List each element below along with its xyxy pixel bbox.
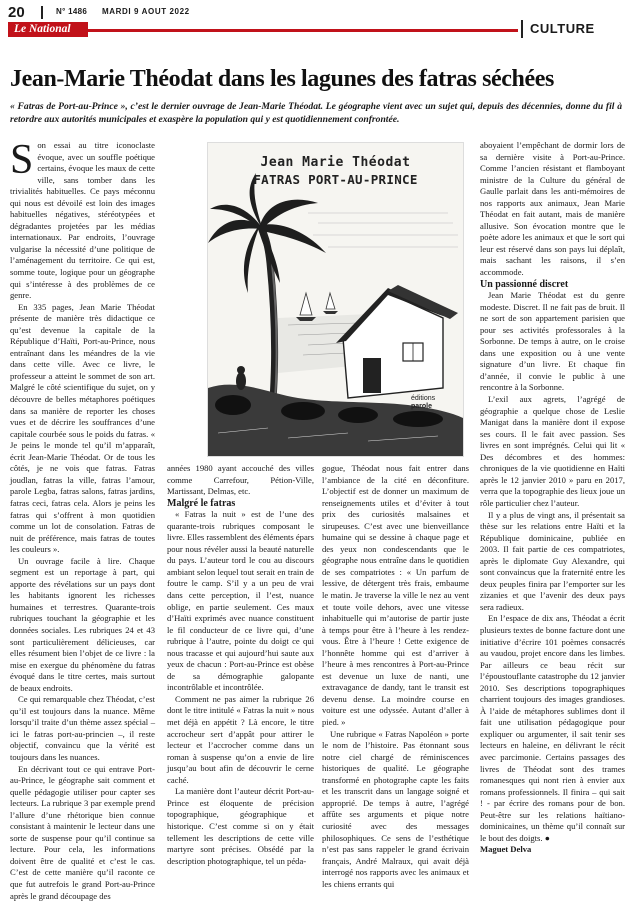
- subheading: Malgré le fatras: [167, 497, 236, 509]
- paragraph: En 335 pages, Jean Marie Théodat présente de manière très didactique ce qu’est devenue la capitale de la République d’Haïti, Port-au-Prince, nous entraînant dans les méandres de la vie dans cette ville. Avec ce livre, le professeur a atteint le sommet de son art. Malgré le côté scientifique du sujet, on y découvre de belles métaphores poétiques dans sa manière de reporter les choses vues et de décrire les souffrances d’une capitale courbée sous le poids du fatras. « Je peins le monde tel qu’il m’apparaît, écrit Jean-Marie Théodat. Or de tous les côtés, je ne vois que fatras. Fatras joudlan, fatras la ville, fatras l’amour, parole Legba, fatras salons, fatras jardins, fatras ceci, fatras cela. Alors je peins les fatras qui s’offrent à mon quotidien comme un lot de consolation. Fatras de nuit de préférence, mais fatras de toutes les couleurs ».: [10, 301, 155, 555]
- paragraph: Une rubrique « Fatras Napoléon » porte le nom de l’histoire. Pas étonnant sous notre ciel chargé de réminiscences historiques de qualité. Le géographe transformé en photographe capte les faits et les transcrit dans un langage soigné et approprié. De temps à autre, l’agrégé affûte ses arguments et pique notre curiosité avec des messages philosophiques. Ce sens de l’esthétique n’est pas sans rappeler le grand écrivain français, André Malraux, qui avait déjà interrogé nos rapports avec les animaux et les chiens errants qui: [322, 728, 469, 889]
- paragraph: L’exil aux agrets, l’agrégé de géographie a quelque chose de Leslie Manigat dans la manière dont il expose ses cours. Il le fait avec passion. Ses livres en sont imprégnés. Celui qui lit « Des décombres et des hommes: chroniques de la vie quotidienne en Haïti après le 12 janvier 2010 » paru en 2017, verra que la topographie des lieux joue un rôle particulier chez l’auteur.: [480, 394, 625, 508]
- paragraph: En décrivant tout ce qui entrave Port-au-Prince, le géographe sait comment et quelle pédagogie utiliser pour capter ses lecteurs. La rubrique 3 par exemple prend l’allure d’une rhétorique bien connue consistant à maintenir le lecteur dans une sorte de suspense pour qu’il continue sa lecture. Pour cela, les informations doivent être de qualité et c’est le cas. C’est de cette manière qu’il raconte ce que fut autrefois le grand Port-au-Prince après le grand découpage des: [10, 763, 155, 901]
- publisher-line-1: éditions: [411, 395, 436, 402]
- paragraph: Un ouvrage facile à lire. Chaque segment est un reportage à part, qui apporte des révélations sur un pays dont les habitants ignorent les richesses humaines et terrestres. Quarante-trois rubriques touchant la géographie et les données sociales. Les rubriques 24 et 43 sont particulièrement délicieuses, car elles résument bien l’objet de ce livre : la mise en exergue du phénomène du fatras évoqué dans le titre certes, mais surtout de beaux endroits.: [10, 555, 155, 693]
- column-4: [480, 140, 625, 856]
- brand-logo: Le National: [8, 22, 88, 37]
- book-publisher: [411, 395, 451, 411]
- paragraph: Son essai au titre iconoclaste évoque, avec un souffle poétique certains, évoque les maux de cette ville, sans tomber dans les trivialités habituelles. Ce pays méconnu qui nous est dévoilé est loin des images habituelles négatives, stéréotypées et dégradantes projetées par les médias internationaux. Par endroits, l’ouvrage vulgarise la nécessité d’une politique de l’aménagement du territoire. Ce qui est, somme toute, logique pour un géographe qui s’intéresse à des problèmes de ce genre.: [10, 137, 155, 301]
- book-author: Jean Marie Théodat: [260, 155, 411, 170]
- article-headline: Jean-Marie Théodat dans les lagunes des fatras séchées: [10, 66, 554, 92]
- author-signature: Maguet Delva: [480, 844, 532, 855]
- article-lead: « Fatras de Port-au-Prince », c’est le dernier ouvrage de Jean-Marie Théodat. Le géographe vient avec un sujet qui, depuis des décennies, donne du fil à retordre aux autorités municipales et exaspère la population qui y est quotidiennement confrontée.: [10, 101, 622, 125]
- paragraph: gogue, Théodat nous fait entrer dans l’ambiance de la cité en déconfiture. L’objectif est de donner un maximum de renseignements utiles et d’éviter à tout prix des curiosités malsaines et sirupeuses. C’est avec une bienveillance humaine qui se dessine à chaque page et des yeux non condescendants que le géographe nous entraîne dans le quotidien de ses compatriotes : « Un parfum de lessive, de détergent très frais, embaume le matin. Je traverse la ville le nez au vent et toute voile dehors, avec une vitesse inhabituelle qui m’autorise de partir juste à temps pour être à l’heure à les rendez-vous. Être à l’heure ! Cette exigence de l’honnête homme qui est d’arriver à l’heure à mes rencontres à Port-au-Prince est devenue un luxe de nanti, une extravagance de dandy, tant le transit est devenu dense. La moindre course en voiture est une odyssée. Autant d’aller à pied. »: [322, 463, 469, 728]
- drop-cap: S: [10, 137, 34, 183]
- paragraph: aboyaient l’empêchant de dormir lors de sa dernière visite à Port-au-Prince. Comme l’ancien résistant et flamboyant ministre de la Culture du général de Gaulle parlait dans les anti-mémoires de nos rapports aux animaux, Jean Marie Théodat en fait autant, mais de manière allusive. Son évocation montre que le poète adore les animaux et que le sort qui leur est réservé dans son pays lui déplaît, mais sachant les raisons, il s’en accommode.: [480, 140, 625, 278]
- column-2: [167, 463, 314, 867]
- header-divider: [41, 6, 43, 19]
- column-1: [10, 137, 155, 902]
- section-label: CULTURE: [521, 20, 627, 38]
- paragraph: années 1980 ayant accouché des villes comme Carrefour, Pétion-Ville, Martissant, Delmas, etc.: [167, 463, 314, 497]
- issue-number: N° 1486: [56, 7, 88, 16]
- issue-date: MARDI 9 AOUT 2022: [102, 7, 190, 16]
- page-number: 20: [8, 4, 25, 21]
- column-3: [322, 463, 469, 890]
- paragraph: Comment ne pas aimer la rubrique 26 dont le titre intitulé « Fatras la nuit » nous met déjà en appétit ? Là encore, le titre accrocheur sert d’appât pour attirer le lecteur et l’accrocher comme dans un roman à suspense qu’on a envie de lire jusqu’au bout afin de découvrir le cerne caché.: [167, 693, 314, 785]
- header-rule: [88, 29, 518, 32]
- subheading: Un passionné discret: [480, 278, 569, 290]
- paragraph: En l’espace de dix ans, Théodat a écrit plusieurs textes de bonne facture dont une initiative d’écrire 101 poèmes consacrés au vaudou, projet encore dans les limbes. Par ailleurs ce beau récit sur l’époustouflante catastrophe du 12 janvier 2010. Ses descriptions topographiques charrient toujours des images grandioses. À l’aide de métaphores sublimes dont il fait une utilisation pédagogique pour expliquer ou argumenter, il sait tenir ses lecteurs en haleine, en délivrant le récit avec parcimonie. Certains passages des livres de Théodat sont des trames romanesques qui nont rien à envier aux romans professionnels. Il finira – qui sait ! - par écrire des romans pour de bon. Peut-être sur les relations haïtiano-dominicaines, un thème qu’il connaît sur le bout des doigts. ●: [480, 613, 625, 843]
- paragraph: Jean Marie Théodat est du genre modeste. Discret. Il ne fait pas de bruit. Il ne sort de son appartement parisien que pour ses activités professorales à la Sorbonne. De temps à autre, on le croise dans une exposition ou à une vente signature d’un livre. Et chaque fin d’année, il convie le public à une rencontre à la Sorbonne.: [480, 290, 625, 393]
- publisher-line-2: parole: [411, 403, 433, 410]
- paragraph: Il y a plus de vingt ans, il présentait sa thèse sur les relations entre Haïti et la République dominicaine, publiée en 2003. Il fait partie de ces compatriotes, après le diplomate Guy Alexandre, qui sont convaincus que la fraternité entre les deux peuples finira par l’emporter sur les zizanies et que l’avenir des deux pays sera radieux.: [480, 509, 625, 612]
- paragraph: « Fatras la nuit » est de l’une des quarante-trois rubriques composant le livre. Elles rassemblent des éléments épars pour nous révéler aussi la beauté naturelle du pays. L’auteur tord le cou au discours ambiant selon lequel tout serait en train de foutre le camp. S’il y a un peu de vrai dans cette perception, il l’est, nuance oblige, en partie seulement. Ces maux d’Haïti exprimés avec nuance constituent le fil conducteur de ce livre qui, d’une rubrique à l’autre, pointe du doigt ce qui nous tracasse et qui aujourd’hui saute aux yeux de chacun : Port-au-Prince est obèse de sa démographie galopante incontrôlable et incontrôlée.: [167, 509, 315, 693]
- paragraph: La manière dont l’auteur décrit Port-au-Prince est éloquente de précision topographique, géographique et historique. C’est comme si on y était tellement les descriptions de cette ville martyre sont précises. Obsédé par la description photographique, tel un péda-: [167, 786, 314, 866]
- paragraph: Ce qui remarquable chez Théodat, c’est qu’il est toujours dans la nuance. Même lorsqu’il traite d’un thème assez spécial – ici le fatras port-au-princien –, il reste objectif, convaincu que la vérité est toujours dans les nuances.: [10, 694, 155, 762]
- book-cover-image: [208, 143, 463, 456]
- book-title: FATRAS PORT-AU-PRINCE: [253, 172, 418, 187]
